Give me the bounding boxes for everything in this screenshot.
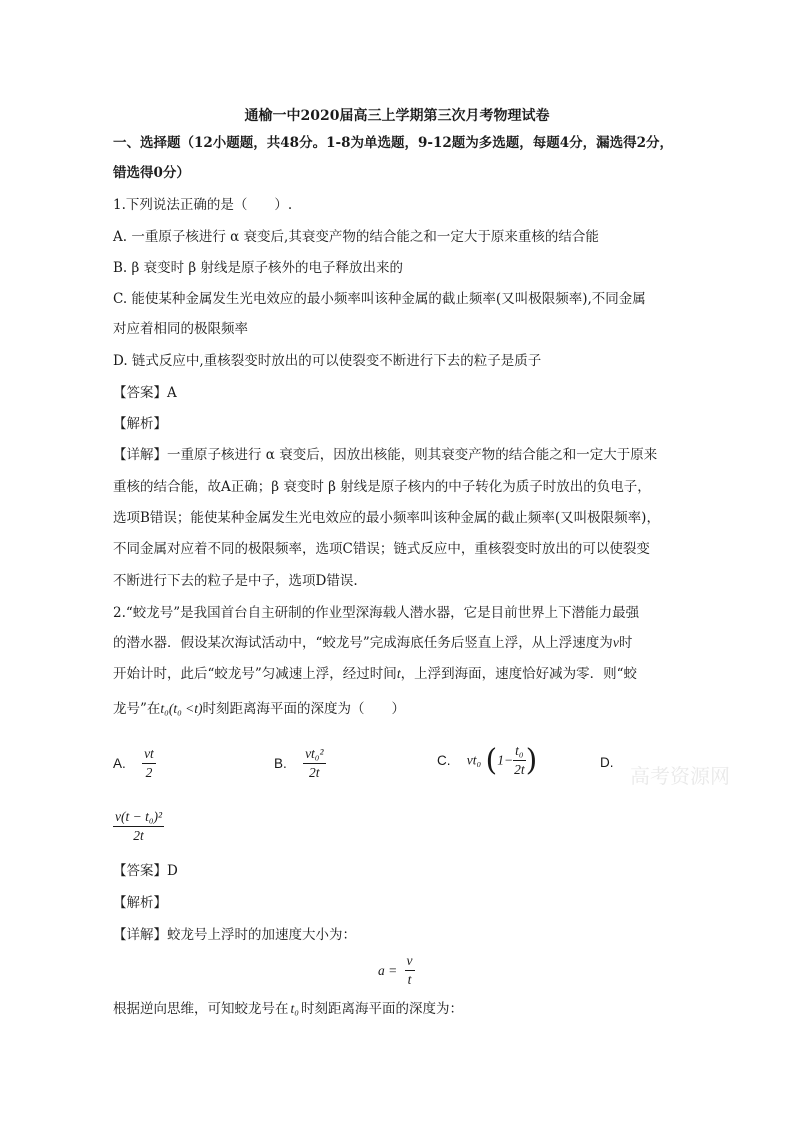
q2-analysis-label: 【解析】 [113, 895, 167, 911]
q1-detail-line5: 不断进行下去的粒子是中子，选项D错误. [113, 573, 358, 589]
q1-option-a: A. 一重原子核进行 α 衰变后,其衰变产物的结合能之和一定大于原来重核的结合能 [113, 229, 599, 245]
q2-stem-line4-b: 时刻距离海平面的深度为（ ） [202, 701, 406, 717]
q2-option-b-fraction [303, 745, 325, 782]
q2-option-d-numerator: v(t − t₀)² [113, 808, 164, 827]
q2-option-a-fraction [142, 745, 156, 782]
q2-option-c-prefix: vt₀ [466, 752, 482, 768]
q1-detail-line4: 不同金属对应着不同的极限频率，选项C错误；链式反应中，重核裂变时放出的可以使裂变 [113, 541, 650, 557]
q2-var-t: t [396, 666, 401, 681]
q2-option-b-label: B. [274, 756, 287, 771]
q2-option-d [600, 754, 626, 770]
watermark: 高考资源网 [630, 764, 730, 788]
q1-analysis-label: 【解析】 [113, 416, 167, 432]
q2-detail-var-t0: t₀ [290, 1001, 299, 1016]
q2-option-d-expression [113, 808, 164, 845]
q2-option-b [274, 745, 326, 782]
q1-stem: 1.下列说法正确的是（ ）. [113, 197, 293, 213]
q2-option-c-numerator: t₀ [513, 742, 525, 761]
section-heading-line2: 错选得0分） [113, 165, 190, 181]
q1-detail-line2: 重核的结合能，故A正确；β 衰变时 β 射线是原子核内的中子转化为质子时放出的负电子， [113, 479, 651, 495]
q2-eq-numerator: v [405, 952, 415, 971]
q2-option-d-label: D. [600, 755, 614, 770]
q2-option-c-denominator: 2t [514, 762, 525, 777]
q2-detail-line1: 【详解】蛟龙号上浮时的加速度大小为： [113, 927, 356, 943]
q2-option-c-right-paren: ) [525, 743, 538, 778]
q2-acceleration-equation [378, 952, 415, 989]
q1-option-c-line1: C. 能使某种金属发生光电效应的最小频率叫该种金属的截止频率(又叫极限频率),不同金属 [113, 291, 646, 307]
q2-eq-fraction [405, 952, 415, 989]
q2-eq-denominator: t [407, 972, 412, 987]
q2-detail-line2 [113, 1000, 463, 1018]
q2-option-a [113, 745, 156, 782]
q2-option-c-left-paren: ( [485, 743, 498, 778]
q1-answer: 【答案】A [113, 385, 177, 401]
q2-stem-line4-a: 龙号”在 [113, 701, 161, 717]
q2-option-c-one: 1− [497, 752, 514, 768]
q1-option-d: D. 链式反应中,重核裂变时放出的可以使裂变不断进行下去的粒子是质子 [113, 353, 542, 369]
q2-option-c [437, 742, 537, 779]
q2-stem-line3-a: 开始计时，此后“蛟龙号”匀减速上浮，经过时间 [113, 666, 397, 682]
page-title: 通榆一中2020届高三上学期第三次月考物理试卷 [244, 108, 550, 124]
q2-option-a-denominator: 2 [145, 765, 153, 780]
q2-var-v: v [612, 635, 619, 650]
q2-option-c-fraction [513, 742, 525, 779]
q2-stem-math: t₀(t₀ <t) [160, 701, 203, 716]
section-heading-line1: 一、选择题（12小题题，共48分。1-8为单选题，9-12题为多选题，每题4分，漏选得2分， [113, 135, 674, 151]
q2-stem-line3 [113, 665, 637, 683]
q2-option-a-label: A. [113, 756, 126, 771]
q2-detail-line2-a: 根据逆向思维，可知蛟龙号在 [113, 1001, 289, 1017]
q1-detail-line3: 选项B错误；能使某种金属发生光电效应的最小频率叫该种金属的截止频率(又叫极限频率)， [113, 510, 660, 526]
q1-detail-line1: 【详解】一重原子核进行 α 衰变后，因放出核能，则其衰变产物的结合能之和一定大于原来 [113, 447, 658, 463]
q1-option-b: B. β 衰变时 β 射线是原子核外的电子释放出来的 [113, 260, 403, 276]
q2-option-a-numerator: vt [142, 745, 156, 764]
q2-stem-line2-text: 的潜水器．假设某次海试活动中，“蛟龙号”完成海底任务后竖直上浮，从上浮速度为 [113, 635, 613, 651]
q2-detail-line2-b: 时刻距离海平面的深度为： [300, 1001, 463, 1017]
q2-option-d-denominator: 2t [133, 828, 144, 843]
q2-option-b-numerator: vt₀² [303, 745, 325, 764]
q2-stem-line1: 2.“蛟龙号”是我国首台自主研制的作业型深海载人潜水器，它是目前世界上下潜能力最强 [113, 605, 640, 621]
q2-stem-line4 [113, 700, 405, 718]
q2-stem-line2 [113, 634, 632, 652]
q2-answer: 【答案】D [113, 863, 178, 879]
q1-option-c-line2: 对应着相同的极限频率 [113, 321, 248, 337]
q2-eq-lhs: a = [378, 962, 398, 978]
q2-option-b-denominator: 2t [309, 765, 320, 780]
q2-option-d-fraction [113, 808, 164, 845]
q2-option-c-label: C. [437, 753, 451, 768]
q2-stem-line3-b: ，上浮到海面，速度恰好减为零．则“蛟 [400, 666, 637, 682]
q2-stem-line2-end: 时 [618, 635, 633, 651]
